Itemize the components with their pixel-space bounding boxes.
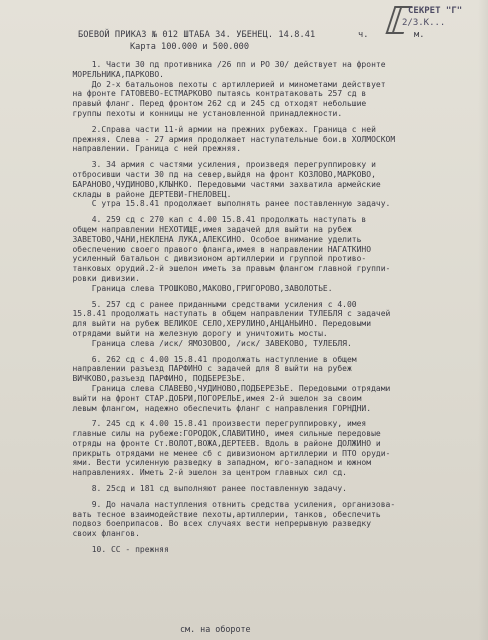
continued-note: см. на обороте — [180, 624, 251, 634]
order-body — [58, 60, 472, 561]
paragraph-3: 3. 34 армия с частями усиления, произведя перегруппировку и отбросивши части 30 пд на север,выйдя на фронт КОЗЛОВО,МАРКОВО, БАРАНОВО,ЧУДИНОВО,КЛЫНКО. Передовыми частями захватила армейские склады в районе ДЕРТЕВИ-ГНЕЛОВЕЦ. С утра 15.8.41 продолжает выполнять ранее поставленную задачу. — [72, 160, 391, 209]
paragraph-4: 4. 259 сд с 270 кап с 4.00 15.8.41 продолжать наступать в общем направлении НЕХОТИЩЕ,имея задачей для выйти на рубеж ЗАВЕТОВО,ЧАНИ,НЕКЛЕНА ЛУКА,АЛЕКСИНО. Особое внимание уделить обеспечению своего правого фланга,имея в направлении НАГАТКИНО усиленный батальон с дивизионом артиллерии и группой противо- танковых орудий.2-й эшелон иметь за правым флангом главной группи- ровки дивизии. Граница слева ТРОШКОВО,МАКОВО,ГРИГОРОВО,ЗАВОЛОТЬЕ. — [72, 215, 391, 293]
paragraph-2: 2.Справа части 11-й армии на прежних рубежах. Граница с ней прежняя. Слева - 27 армия продолжает наступательные бои.в ХОЛМОСКОМ направлении. Граница с ней прежняя. — [72, 124, 396, 154]
order-header — [78, 30, 468, 41]
secrecy-stamp — [356, 6, 474, 32]
map-reference: Карта 100.000 и 500.000 — [130, 42, 249, 52]
minute-label: м. — [414, 30, 425, 40]
paragraph-9: 9. До начала наступления отвнить средства усиления, организова- вать тесное взаимодействие пехоты,артиллерии, танков, обеспечить подвоз боеприпасов. Во всех случаях вести непрерывную разведку своих флангов. — [72, 499, 396, 539]
stamp-line-1: СЕКРЕТ "Г" — [408, 6, 463, 16]
paragraph-1: 1. Части 30 пд противника /26 пп и РО 30/ действует на фронте МОРЕЛЬНИКА,ПАРКОВО. До 2-х батальонов пехоты с артиллерией и минометами действует на фронте ГАТОВЕВО-ЕСТМАРКОВО пытаясь контратаковать 257 сд в правый фланг. Перед фронтом 262 сд и 245 сд отходят небольшие группы пехоты и конницы не установленной принадлежности. — [72, 60, 386, 118]
page-fold-shadow — [478, 0, 488, 640]
paragraph-5: 5. 257 сд с ранее приданными средствами усиления с 4.00 15.8.41 продолжать наступать в общем направлении ТУЛЕБЛЯ с задачей для выйти на рубеж ВЕЛИКОЕ СЕЛО,ХЕРУЛИНО,АНЦАНЬИНО. Передовыми отрядами выйти на железную дорогу и уничтожить мосты. Граница слева /иск/ ЯМОЗОВОО, /иск/ ЗАВЕКОВО, ТУЛЕБЛЯ. — [72, 299, 391, 348]
paragraph-8: 8. 25сд и 181 сд выполняют ранее поставленную задачу. — [58, 484, 347, 494]
paragraph-10: 10. СС - прежняя — [58, 545, 169, 555]
order-title: БОЕВОЙ ПРИКАЗ № 012 ШТАБА 34. УБЕНЕЦ. 14.8.41 — [78, 30, 316, 40]
paragraph-7: 7. 245 сд к 4.00 15.8.41 произвести перегруппировку, имея главные силы на рубеже:ГОРОДОК,СЛАВИТИНО, имея сильные передовые отряды на фронте Ст.ВОЛОТ,ВОЖА,ДЕРТЕЕВ. Вдоль в районе ДОЛЖИНО и прикрыть отрядами не менее сб с дивизионом артиллерии и ПТО оруди- ями. Вести усиленную разведку в западном, юго-западном и южном направлениях. Иметь 2-й эшелон за центром главных сил сд. — [72, 419, 391, 478]
stamp-line-2: 2/3.К... — [402, 18, 446, 28]
paragraph-6: 6. 262 сд с 4.00 15.8.41 продолжать наступление в общем направлении разъезд ПАРФИНО с задачей для 8 выйти на рубеж ВИЧКОВО,разъезд ПАРФИНО, ПОДБЕРЕЗЬЕ. Граница слева СЛАВЕВО,ЧУДИНОВО,ПОДБЕРЕЗЬЕ. Передовыми отрядами выйти на фронт СТАР.ДОБРИ,ПОГОРЕЛЬЕ,имея 2-й эшелон за своим левым флангом, надежно обеспечить фланг с направления ГОРНДНИ. — [72, 354, 391, 413]
hour-label: ч. — [358, 30, 369, 40]
